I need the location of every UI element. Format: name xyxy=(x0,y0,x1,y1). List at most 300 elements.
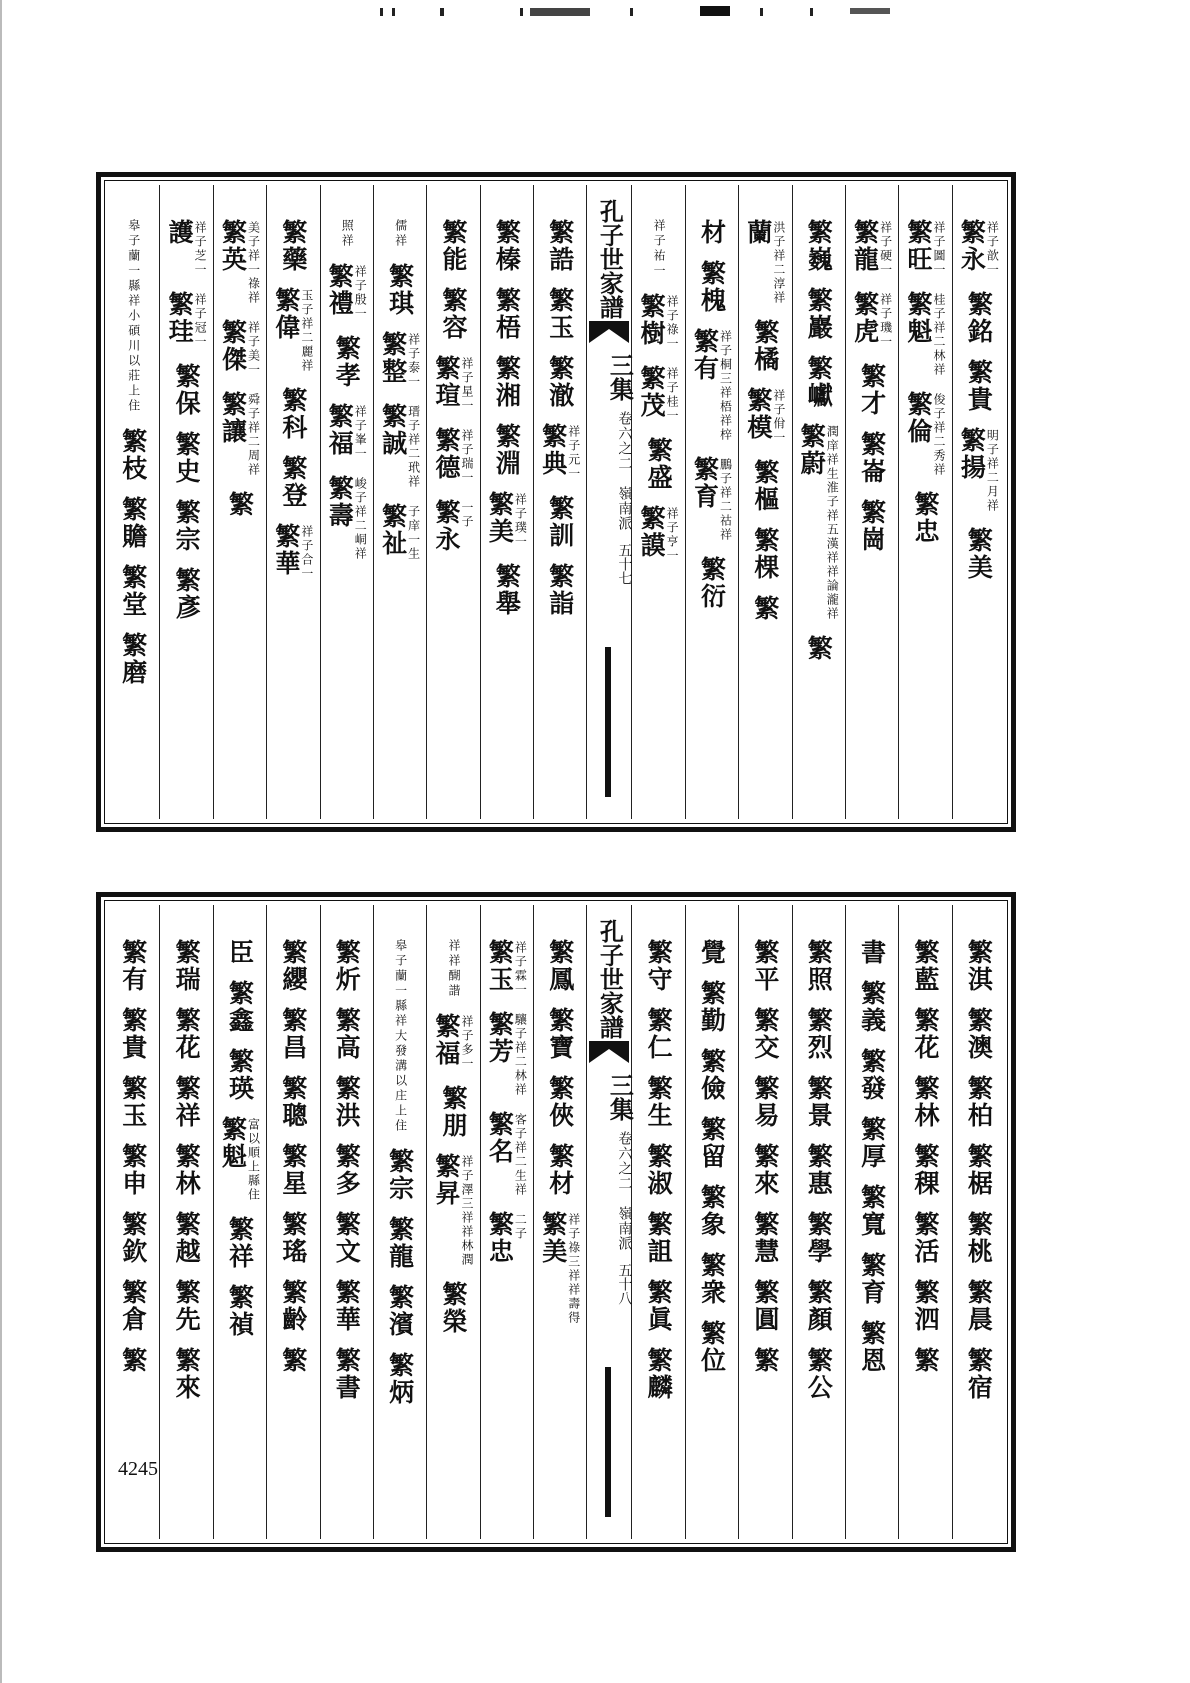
person-name: 繁有 xyxy=(690,328,720,382)
person-name: 繁蔚 xyxy=(797,423,827,477)
person-name: 繁瑄 xyxy=(431,355,461,409)
annotation-note: 祥祥醐諧 xyxy=(446,939,461,999)
entry-column xyxy=(213,905,266,1539)
leaf-page-number: 五十七 xyxy=(616,543,633,585)
name-entry xyxy=(545,287,575,341)
person-name: 繁湘 xyxy=(492,355,522,409)
lineage-note: 舜子祥二周祥 xyxy=(246,393,261,477)
name-entry xyxy=(804,355,834,409)
name-entry xyxy=(385,1216,415,1270)
name-entry xyxy=(172,939,202,993)
name-entry xyxy=(438,1281,468,1335)
name-entry xyxy=(545,1143,575,1197)
person-name: 繁壽 xyxy=(325,475,355,529)
person-name: 繁容 xyxy=(438,287,468,341)
name-entry xyxy=(167,219,206,277)
name-entry xyxy=(545,563,575,617)
name-entry xyxy=(220,1116,259,1202)
person-name: 繁盛 xyxy=(644,437,674,491)
entry-column xyxy=(738,905,791,1539)
name-entry xyxy=(804,219,834,273)
person-name: 繁讓 xyxy=(218,391,248,445)
person-name: 繁銘 xyxy=(964,291,994,345)
lineage-note: 客子祥二生祥 xyxy=(513,1113,528,1197)
name-entry xyxy=(959,219,998,277)
name-entry xyxy=(332,1143,362,1197)
name-entry xyxy=(910,1211,940,1265)
fish-tail-bar xyxy=(605,647,611,797)
entry-column xyxy=(952,185,1005,819)
person-name: 繁照 xyxy=(804,939,834,993)
entry-column xyxy=(480,905,533,1539)
person-name: 繁位 xyxy=(697,1320,727,1374)
lineage-note: 祥子祿三祥祥壽得 xyxy=(566,1213,581,1325)
name-entry xyxy=(644,1347,674,1401)
person-name: 繁有 xyxy=(118,939,148,993)
name-entry xyxy=(750,1007,780,1061)
person-name: 繁濱 xyxy=(385,1284,415,1338)
entry-column xyxy=(632,185,684,819)
name-entry xyxy=(487,939,526,997)
name-entry xyxy=(127,219,140,414)
lineage-note: 鵬子祥二祜祥 xyxy=(718,458,733,542)
name-entry xyxy=(278,939,308,993)
name-entry xyxy=(644,1211,674,1265)
person-name: 繁玉 xyxy=(118,1075,148,1129)
lineage-note: 美子祥一祿祥 xyxy=(246,221,261,305)
person-name: 繁棵 xyxy=(750,527,780,581)
person-name: 繁孝 xyxy=(332,335,362,389)
name-entry xyxy=(750,939,780,993)
entry-column xyxy=(159,905,212,1539)
name-entry xyxy=(394,219,407,249)
name-entry xyxy=(750,319,780,373)
person-name: 繁洪 xyxy=(332,1075,362,1129)
person-name: 材 xyxy=(697,219,727,246)
scan-page-edge xyxy=(0,0,2,1683)
name-entry xyxy=(910,1007,940,1061)
name-entry xyxy=(118,1347,148,1374)
person-name: 繁公 xyxy=(804,1347,834,1401)
person-name: 繁儉 xyxy=(697,1048,727,1102)
name-entry xyxy=(278,1211,308,1265)
person-name: 繁訓 xyxy=(545,495,575,549)
person-name: 繁珪 xyxy=(165,291,195,345)
name-entry xyxy=(799,423,838,621)
person-name: 繁 xyxy=(225,491,255,518)
name-entry xyxy=(697,260,727,314)
name-entry xyxy=(385,1352,415,1406)
name-entry xyxy=(857,1116,887,1170)
name-entry xyxy=(431,499,474,553)
name-entry xyxy=(697,1116,727,1170)
name-entry xyxy=(804,1143,834,1197)
person-name: 繁龍 xyxy=(385,1216,415,1270)
name-entry xyxy=(385,1284,415,1338)
name-entry xyxy=(964,359,994,413)
person-name: 繁瑤 xyxy=(278,1211,308,1265)
person-name: 繁傑 xyxy=(218,319,248,373)
person-name: 臣 xyxy=(225,939,255,966)
name-entry xyxy=(431,1153,474,1267)
person-name: 繁衆 xyxy=(697,1252,727,1306)
name-entry xyxy=(492,423,522,477)
person-name: 繁榮 xyxy=(438,1281,468,1335)
person-name: 繁活 xyxy=(910,1211,940,1265)
person-name: 繁淵 xyxy=(492,423,522,477)
person-name: 繁花 xyxy=(172,1007,202,1061)
person-name: 繁昌 xyxy=(278,1007,308,1061)
lineage-note: 洪子祥二淳祥 xyxy=(771,221,786,305)
person-name: 繁美 xyxy=(964,527,994,581)
person-name: 繁謨 xyxy=(637,505,667,559)
person-name: 繁福 xyxy=(431,1013,461,1067)
lineage-note: 祥子祿一 xyxy=(665,295,680,351)
name-entry xyxy=(750,1075,780,1129)
name-entry xyxy=(220,219,259,305)
person-name: 繁華 xyxy=(271,523,301,577)
person-name: 繁交 xyxy=(750,1007,780,1061)
person-name: 繁澳 xyxy=(964,1007,994,1061)
person-name: 繁學 xyxy=(804,1211,834,1265)
name-entry xyxy=(447,939,460,999)
person-name: 繁顏 xyxy=(804,1279,834,1333)
entry-column xyxy=(792,905,845,1539)
person-name: 繁昇 xyxy=(431,1153,461,1207)
name-entry xyxy=(964,1347,994,1401)
center-fold-column xyxy=(586,185,635,819)
person-name: 繁先 xyxy=(172,1279,202,1333)
name-entry xyxy=(910,1143,940,1197)
annotation-note: 皋子蘭一縣祥大發溝以庄上住 xyxy=(393,939,408,1134)
person-name: 繁椐 xyxy=(964,1143,994,1197)
name-entry xyxy=(750,459,780,513)
name-entry xyxy=(644,1075,674,1129)
person-name: 繁宗 xyxy=(172,499,202,553)
lineage-note: 潤庠祥生淮子祥五漢祥祥論瀧祥 xyxy=(825,425,840,621)
entry-column xyxy=(845,185,898,819)
name-entry xyxy=(743,387,786,445)
person-name: 繁齡 xyxy=(278,1279,308,1333)
name-entry xyxy=(438,1085,468,1139)
name-entry xyxy=(857,431,887,485)
name-entry xyxy=(804,287,834,341)
name-entry xyxy=(332,1075,362,1129)
name-entry xyxy=(538,1211,581,1325)
name-entry xyxy=(750,595,780,622)
entry-column xyxy=(898,905,951,1539)
person-name: 繁彥 xyxy=(172,567,202,621)
lineage-note: 祥子元一 xyxy=(566,425,581,481)
entry-column xyxy=(159,185,212,819)
entry-column xyxy=(266,185,319,819)
person-name: 繁史 xyxy=(172,431,202,485)
volume-label: 三集 xyxy=(605,353,635,401)
name-entry xyxy=(271,287,314,373)
person-name: 書 xyxy=(857,939,887,966)
person-name: 繁樹 xyxy=(637,293,667,347)
lineage-note: 祥子桐三祥梧祥梓 xyxy=(718,330,733,442)
juan-label: 卷六之二 嶺南派 xyxy=(616,411,633,531)
person-name: 繁貴 xyxy=(118,1007,148,1061)
lineage-note: 祥子歆一 xyxy=(985,221,1000,277)
lineage-note: 祥子合一 xyxy=(299,525,314,581)
name-entry xyxy=(692,328,731,442)
name-entry xyxy=(327,475,366,561)
lineage-note: 二子 xyxy=(513,1213,528,1241)
annotation-note: 皋子蘭一縣祥小碩川以莊上住 xyxy=(126,219,141,414)
name-entry xyxy=(278,1143,308,1197)
person-name: 繁榛 xyxy=(492,219,522,273)
page-columns xyxy=(107,905,1005,1539)
person-name: 繁麟 xyxy=(644,1347,674,1401)
name-entry xyxy=(959,427,998,513)
lineage-note: 祥子澤三祥祥林潤 xyxy=(459,1155,474,1267)
name-entry xyxy=(545,1007,575,1061)
person-name: 繁欽 xyxy=(118,1211,148,1265)
person-name: 繁眞 xyxy=(644,1279,674,1333)
person-name: 繁魁 xyxy=(903,291,933,345)
person-name: 繁景 xyxy=(804,1075,834,1129)
lineage-note: 峻子祥二峒祥 xyxy=(353,477,368,561)
name-entry xyxy=(385,263,415,317)
person-name: 繁華 xyxy=(332,1279,362,1333)
person-name: 繁宿 xyxy=(964,1347,994,1401)
name-entry xyxy=(964,939,994,993)
name-entry xyxy=(492,355,522,409)
fish-tail-mark-icon xyxy=(589,321,629,343)
entry-column xyxy=(845,905,898,1539)
name-entry xyxy=(639,293,678,351)
person-name: 繁芳 xyxy=(485,1011,515,1065)
person-name: 繁文 xyxy=(332,1211,362,1265)
person-name: 繁崗 xyxy=(857,499,887,553)
person-name: 繁林 xyxy=(172,1143,202,1197)
name-entry xyxy=(438,219,468,273)
entry-column xyxy=(320,185,373,819)
lineage-note: 祥子星一 xyxy=(459,357,474,413)
name-entry xyxy=(438,287,468,341)
person-name: 繁枝 xyxy=(118,428,148,482)
person-name: 繁旺 xyxy=(903,219,933,273)
person-name: 繁越 xyxy=(172,1211,202,1265)
lineage-note: 玉子祥二麗祥 xyxy=(299,289,314,373)
person-name: 繁倫 xyxy=(903,391,933,445)
person-name: 繁多 xyxy=(332,1143,362,1197)
name-entry xyxy=(431,1013,474,1071)
person-name: 繁祥 xyxy=(225,1216,255,1270)
name-entry xyxy=(167,291,206,349)
person-name: 繁能 xyxy=(438,219,468,273)
entry-column xyxy=(533,905,586,1539)
name-entry xyxy=(118,564,148,618)
name-entry xyxy=(225,939,255,966)
name-entry xyxy=(378,503,421,561)
person-name: 繁樞 xyxy=(750,459,780,513)
name-entry xyxy=(644,939,674,993)
person-name: 繁保 xyxy=(172,363,202,417)
name-entry xyxy=(172,1007,202,1061)
name-entry xyxy=(964,1143,994,1197)
name-entry xyxy=(850,291,893,349)
person-name: 繁揚 xyxy=(957,427,987,481)
name-entry xyxy=(545,219,575,273)
entry-column xyxy=(107,905,159,1539)
annotation-note: 祥子祐一 xyxy=(652,219,667,279)
name-entry xyxy=(697,1184,727,1238)
name-entry xyxy=(750,1279,780,1333)
entry-column xyxy=(480,185,533,819)
name-entry xyxy=(903,219,946,277)
name-entry xyxy=(697,939,727,966)
name-entry xyxy=(639,365,678,423)
person-name: 繁澈 xyxy=(545,355,575,409)
name-entry xyxy=(278,387,308,441)
person-name: 繁淇 xyxy=(964,939,994,993)
person-name: 繁衍 xyxy=(697,556,727,610)
name-entry xyxy=(278,1347,308,1374)
lineage-note: 祥子桂一 xyxy=(665,367,680,423)
lineage-note: 俊子祥二秀祥 xyxy=(931,393,946,477)
person-name: 繁槐 xyxy=(697,260,727,314)
name-entry xyxy=(697,1252,727,1306)
book-title: 孔子世家譜 xyxy=(595,919,625,1039)
leaf-page-number: 五十八 xyxy=(616,1263,633,1305)
person-name: 繁鑫 xyxy=(225,980,255,1034)
lineage-note: 祥子硬一 xyxy=(878,221,893,277)
person-name: 繁炘 xyxy=(332,939,362,993)
person-name: 繁守 xyxy=(644,939,674,993)
person-name: 繁 xyxy=(118,1347,148,1374)
person-name: 繁炳 xyxy=(385,1352,415,1406)
name-entry xyxy=(639,505,678,563)
lineage-note: 祥子殷一 xyxy=(353,265,368,321)
lineage-note: 祥子泰一 xyxy=(406,333,421,389)
person-name: 繁崙 xyxy=(857,431,887,485)
name-entry xyxy=(278,1007,308,1061)
person-name: 繁 xyxy=(910,1347,940,1374)
name-entry xyxy=(903,391,946,477)
person-name: 繁巖 xyxy=(804,287,834,341)
person-name: 繁誥 xyxy=(545,219,575,273)
name-entry xyxy=(332,1211,362,1265)
name-entry xyxy=(271,523,314,581)
name-entry xyxy=(487,1011,526,1097)
name-entry xyxy=(172,1075,202,1129)
person-name: 繁詣 xyxy=(545,563,575,617)
name-entry xyxy=(225,1048,255,1102)
person-name: 繁留 xyxy=(697,1116,727,1170)
name-entry xyxy=(697,1048,727,1102)
person-name: 繁寬 xyxy=(857,1184,887,1238)
person-name: 繁貴 xyxy=(964,359,994,413)
person-name: 繁模 xyxy=(743,387,773,441)
entry-column xyxy=(685,185,738,819)
person-name: 繁瑞 xyxy=(172,939,202,993)
name-entry xyxy=(172,431,202,485)
name-entry xyxy=(118,1007,148,1061)
person-name: 繁圓 xyxy=(750,1279,780,1333)
name-entry xyxy=(804,1347,834,1401)
name-entry xyxy=(857,1320,887,1374)
name-entry xyxy=(857,1252,887,1306)
person-name: 繁仁 xyxy=(644,1007,674,1061)
name-entry xyxy=(172,1347,202,1401)
name-entry xyxy=(750,1347,780,1374)
person-name: 繁林 xyxy=(910,1075,940,1129)
person-name: 繁琪 xyxy=(385,263,415,317)
name-entry xyxy=(538,423,581,481)
center-fold-column xyxy=(586,905,635,1539)
name-entry xyxy=(697,219,727,246)
person-name: 繁象 xyxy=(697,1184,727,1238)
name-entry xyxy=(644,1143,674,1197)
person-name: 繁舉 xyxy=(492,563,522,617)
name-entry xyxy=(652,219,665,279)
entry-column xyxy=(898,185,951,819)
name-entry xyxy=(697,980,727,1034)
name-entry xyxy=(804,635,834,662)
person-name: 繁慧 xyxy=(750,1211,780,1265)
person-name: 繁 xyxy=(278,1347,308,1374)
entry-column xyxy=(792,185,845,819)
name-entry xyxy=(278,1279,308,1333)
person-name: 繁朋 xyxy=(438,1085,468,1139)
volume-page-number: 4245 xyxy=(118,1458,158,1480)
name-entry xyxy=(910,1075,940,1129)
person-name: 繁永 xyxy=(431,499,461,553)
person-name: 繁藍 xyxy=(910,939,940,993)
person-name: 繁美 xyxy=(538,1211,568,1265)
name-entry xyxy=(431,427,474,485)
lineage-note: 祥子峯一 xyxy=(353,405,368,461)
name-entry xyxy=(804,1007,834,1061)
person-name: 繁惠 xyxy=(804,1143,834,1197)
name-entry xyxy=(910,1279,940,1333)
person-name: 繁花 xyxy=(910,1007,940,1061)
fish-tail-mark-icon xyxy=(589,1041,629,1063)
entry-column xyxy=(213,185,266,819)
person-name: 繁玉 xyxy=(545,287,575,341)
name-entry xyxy=(332,1347,362,1401)
person-name: 繁書 xyxy=(332,1347,362,1401)
name-entry xyxy=(118,939,148,993)
name-entry xyxy=(910,939,940,993)
name-entry xyxy=(743,219,786,305)
book-title: 孔子世家譜 xyxy=(595,199,625,319)
name-entry xyxy=(644,1279,674,1333)
entry-column xyxy=(320,905,373,1539)
person-name: 繁淑 xyxy=(644,1143,674,1197)
person-name: 繁來 xyxy=(750,1143,780,1197)
person-name: 繁勤 xyxy=(697,980,727,1034)
genealogy-page-57 xyxy=(96,172,1016,832)
person-name: 繁鳳 xyxy=(545,939,575,993)
name-entry xyxy=(487,1111,526,1197)
name-entry xyxy=(964,291,994,345)
entry-column xyxy=(952,905,1005,1539)
name-entry xyxy=(118,632,148,686)
person-name: 繁高 xyxy=(332,1007,362,1061)
name-entry xyxy=(492,563,522,617)
person-name: 繁來 xyxy=(172,1347,202,1401)
person-name: 覺 xyxy=(697,939,727,966)
name-entry xyxy=(964,527,994,581)
person-name: 繁詛 xyxy=(644,1211,674,1265)
name-entry xyxy=(903,291,946,377)
name-entry xyxy=(118,1211,148,1265)
person-name: 繁育 xyxy=(857,1252,887,1306)
